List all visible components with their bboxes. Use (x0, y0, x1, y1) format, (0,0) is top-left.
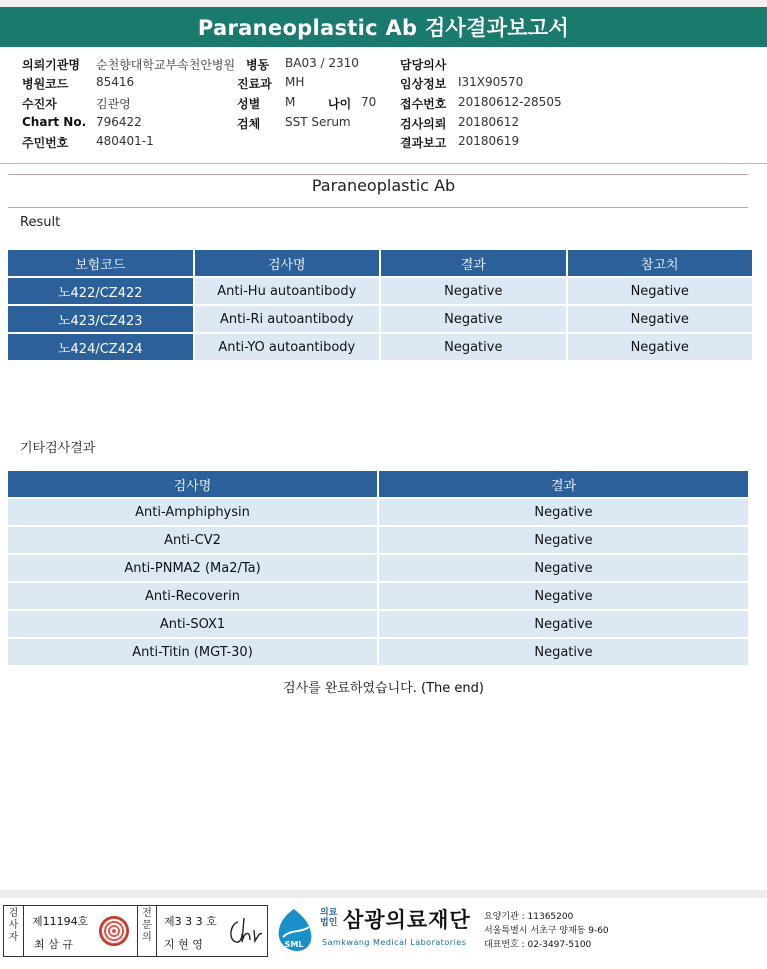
section-title: Paraneoplastic Ab (311, 176, 456, 195)
test-result: Negative (381, 278, 565, 304)
hospital-code-label: 병원코드 (22, 77, 69, 91)
request-value: 20180612 (458, 115, 520, 129)
table-row (8, 278, 752, 304)
org-phone: 대표번호 : 02-3497-5100 (484, 940, 592, 950)
test-name: Anti-Titin (MGT-30) (8, 639, 377, 665)
test-result: Negative (379, 639, 748, 665)
specialist-name: 지 현 영 (164, 938, 203, 951)
age-value: 70 (361, 95, 377, 109)
result-table (6, 248, 754, 362)
test-result: Negative (379, 555, 748, 581)
inspector-number: 제11194호 (32, 915, 89, 928)
test-name: Anti-CV2 (8, 527, 377, 553)
result-heading: Result (20, 215, 61, 230)
specimen-label: 검체 (237, 117, 261, 131)
org-prefix (320, 908, 337, 928)
page-top-strip (0, 0, 767, 7)
test-result: Negative (379, 611, 748, 637)
insurance-code: 노424/CZ424 (8, 334, 193, 360)
col-header-test: 검사명 (195, 250, 380, 276)
receipt-label: 접수번호 (400, 97, 447, 111)
test-result: Negative (381, 334, 565, 360)
reference-value: Negative (568, 278, 752, 304)
reference-value: Negative (568, 334, 752, 360)
col-header-code: 보험코드 (8, 250, 193, 276)
name-label: 수진자 (22, 97, 57, 111)
ward-label: 병동 (246, 58, 270, 72)
report-title: Paraneoplastic Ab 검사결과보고서 (0, 7, 767, 47)
table-row (8, 527, 748, 553)
specialist-number: 제3 3 3 호 (164, 915, 217, 928)
col-header-reference: 참고치 (568, 250, 752, 276)
test-name: Anti-YO autoantibody (195, 334, 380, 360)
doctor-label: 담당의사 (400, 58, 447, 72)
org-english-name: Samkwang Medical Laboratories (322, 938, 467, 947)
col-header-result: 결과 (379, 471, 748, 497)
test-name: Anti-Recoverin (8, 583, 377, 609)
signature-icon (226, 914, 264, 948)
other-heading: 기타검사결과 (20, 441, 96, 456)
other-results-table (6, 469, 750, 667)
col-header-test: 검사명 (8, 471, 377, 497)
org-name: 삼광의료재단 (343, 908, 471, 932)
department-label: 진료과 (237, 77, 272, 91)
bottom-strip (0, 890, 767, 898)
test-name: Anti-SOX1 (8, 611, 377, 637)
signature-box (3, 905, 268, 957)
result-header-row (8, 250, 752, 276)
receipt-value: 20180612-28505 (458, 95, 562, 109)
reference-value: Negative (568, 306, 752, 332)
test-result: Negative (381, 306, 565, 332)
test-name: Anti-Ri autoantibody (195, 306, 380, 332)
care-institution-number: 요양기관 : 11365200 (484, 912, 574, 922)
table-row (8, 639, 748, 665)
age-label: 나이 (328, 97, 352, 111)
specimen-value: SST Serum (285, 115, 351, 129)
org-prefix-line1: 의료 (320, 908, 338, 918)
patient-info (0, 52, 767, 162)
inspector-name: 최 삼 규 (34, 938, 73, 951)
test-result: Negative (379, 499, 748, 525)
report-date-label: 결과보고 (400, 136, 447, 150)
chart-value: 796422 (96, 115, 142, 129)
insurance-code: 노423/CZ423 (8, 306, 193, 332)
end-text: 검사를 완료하였습니다. (The end) (283, 681, 484, 696)
ward-value: BA03 / 2310 (285, 56, 359, 70)
clinical-label: 임상정보 (400, 77, 447, 91)
test-name: Anti-Hu autoantibody (195, 278, 380, 304)
hospital-code-value: 85416 (96, 75, 135, 89)
chart-label: Chart No. (22, 115, 87, 129)
sml-logo-icon (273, 907, 315, 953)
id-value: 480401-1 (96, 134, 154, 148)
table-row (8, 555, 748, 581)
org-prefix-line2: 법인 (320, 918, 338, 928)
clinical-value: I31X90570 (458, 75, 524, 89)
table-row (8, 611, 748, 637)
id-label: 주민번호 (22, 136, 69, 150)
sex-label: 성별 (237, 97, 261, 111)
sex-value: M (285, 95, 296, 109)
test-name: Anti-Amphiphysin (8, 499, 377, 525)
name-value: 김관영 (96, 97, 131, 111)
other-header-row (8, 471, 748, 497)
org-address: 서울특별시 서초구 양재동 9-60 (484, 926, 609, 936)
seal-stamp-icon (99, 916, 129, 946)
test-result: Negative (379, 527, 748, 553)
institution-value: 순천향대학교부속천안병원 (96, 58, 236, 72)
specialist-label: 전문의 (137, 906, 157, 956)
table-row (8, 306, 752, 332)
request-label: 검사의뢰 (400, 117, 447, 131)
table-row (8, 583, 748, 609)
department-value: MH (285, 75, 305, 89)
institution-label: 의뢰기관명 (22, 58, 80, 72)
col-header-result: 결과 (381, 250, 565, 276)
section-line-top (8, 174, 748, 175)
inspector-label: 검사자 (4, 906, 24, 956)
insurance-code: 노422/CZ422 (8, 278, 193, 304)
table-row (8, 334, 752, 360)
logo-text: SML (284, 940, 304, 949)
table-row (8, 499, 748, 525)
test-name: Anti-PNMA2 (Ma2/Ta) (8, 555, 377, 581)
report-date-value: 20180619 (458, 134, 520, 148)
section-line-bottom (8, 207, 748, 208)
test-result: Negative (379, 583, 748, 609)
